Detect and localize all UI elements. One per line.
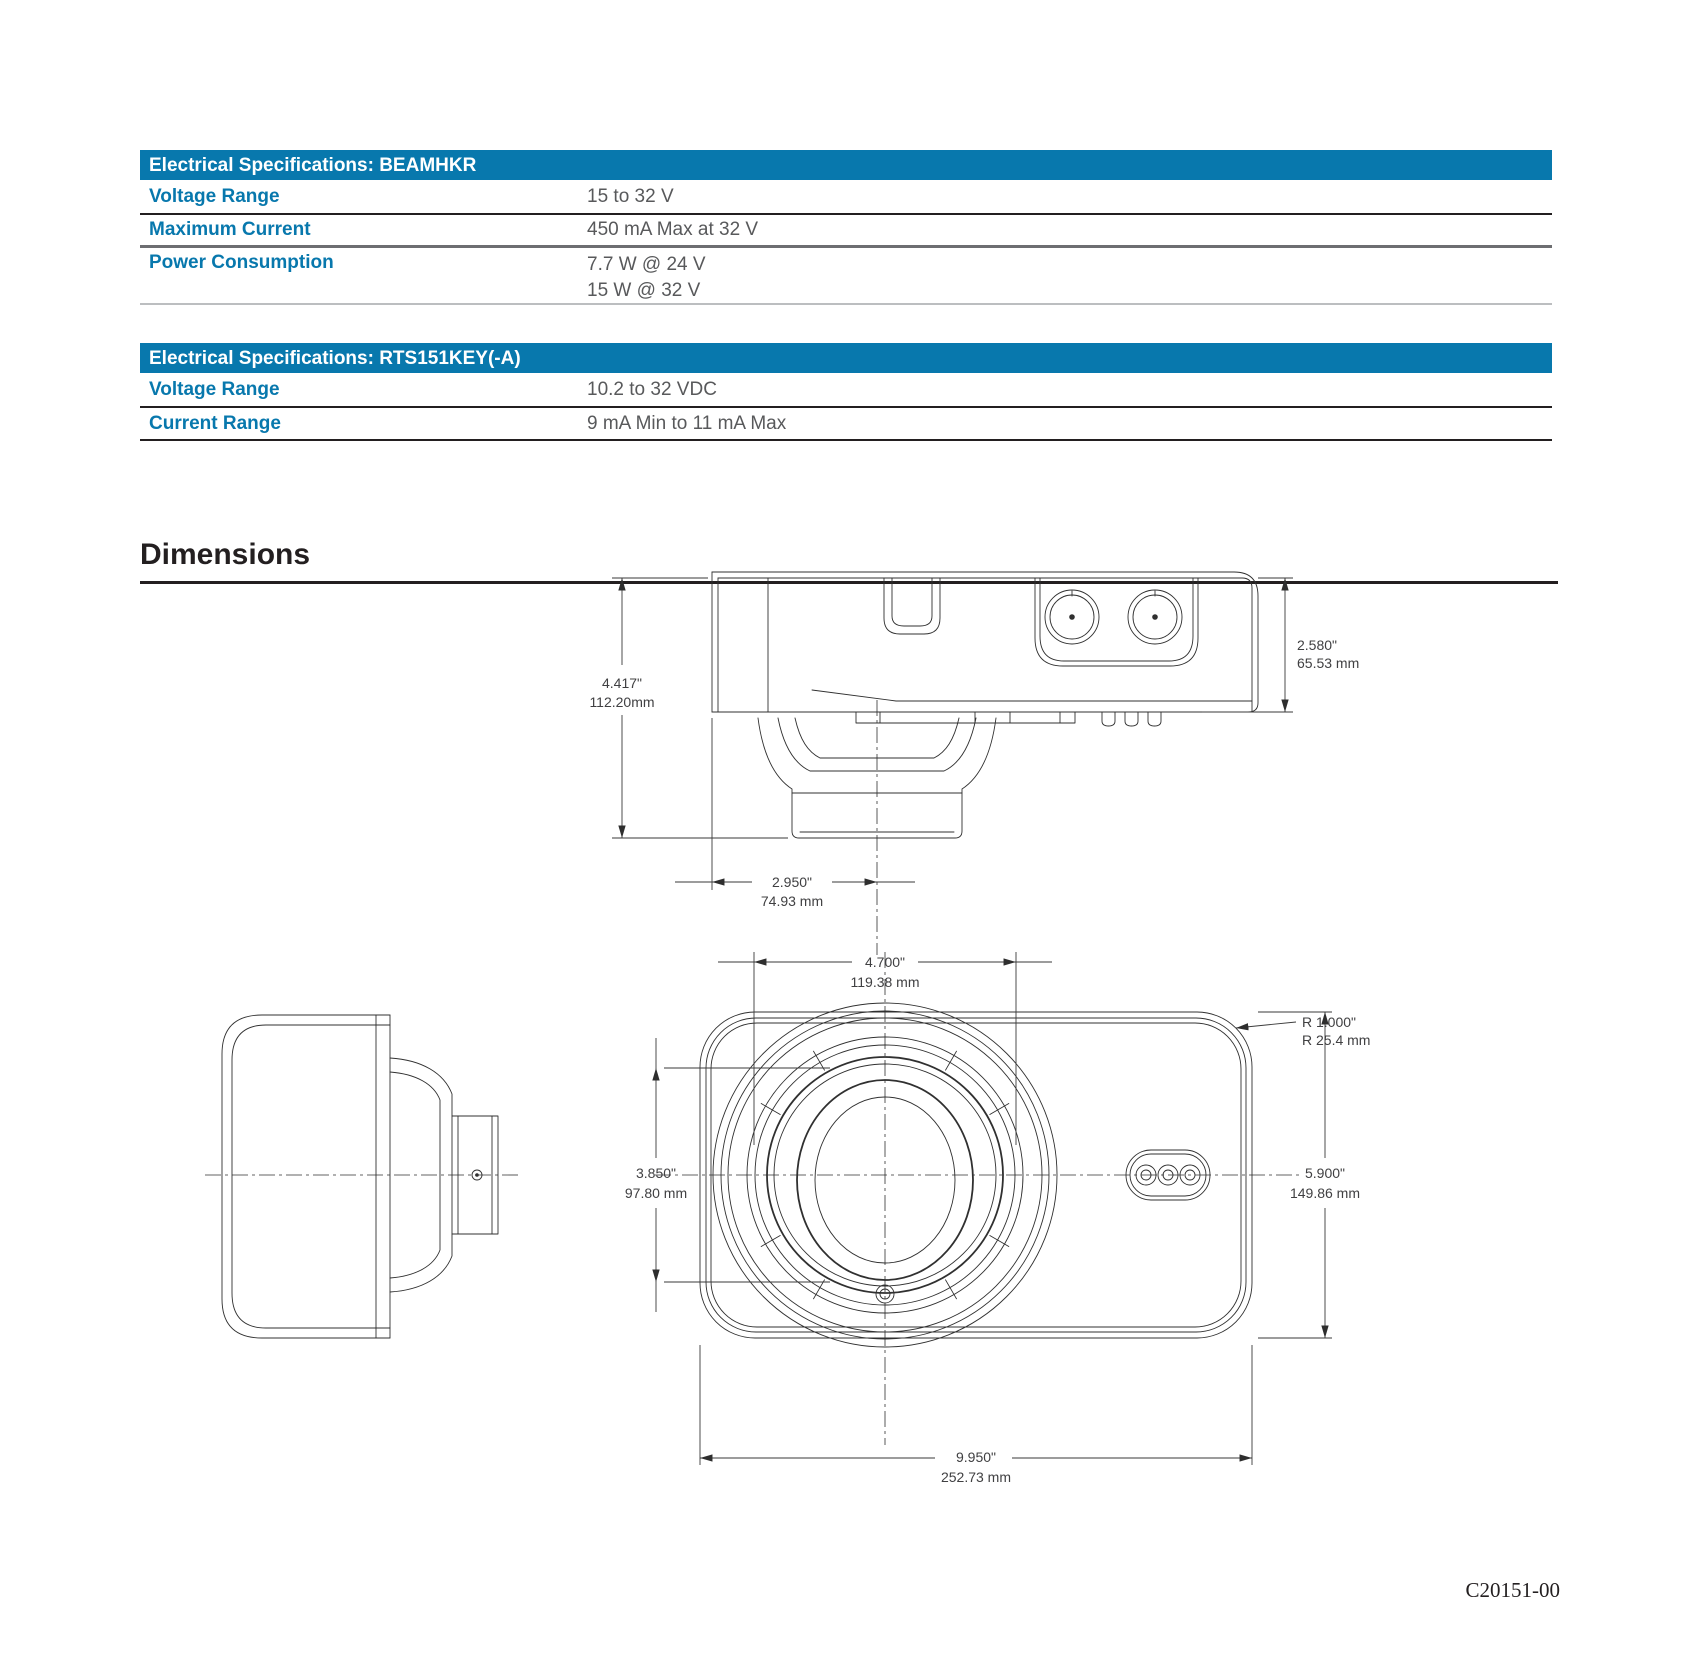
dim-side-height-in: 4.417" [601, 675, 643, 691]
section-title: Dimensions [140, 538, 1558, 584]
electrical-specs-table-rts151key [140, 343, 1552, 441]
spec-label: Power Consumption [149, 252, 334, 273]
spec-value: 15 W @ 32 V [587, 280, 701, 301]
spec-label: Maximum Current [149, 219, 311, 240]
table-row [140, 248, 1552, 305]
dim-front-height-in: 5.900" [1304, 1165, 1346, 1181]
spec-label: Voltage Range [149, 378, 280, 400]
document-code: C20151-00 [1465, 1578, 1560, 1602]
dim-front-offset-in: 3.850" [635, 1165, 677, 1181]
table-header: Electrical Specifications: RTS151KEY(-A) [140, 343, 1552, 373]
dimensions-drawing [140, 560, 1560, 1610]
dim-side-body-mm: 65.53 mm [1297, 655, 1360, 671]
dim-front-height-mm: 149.86 mm [1289, 1185, 1361, 1201]
spec-label: Current Range [149, 412, 281, 434]
electrical-specs-table-beamhkr [140, 150, 1552, 305]
dim-front-radius-mm: R 25.4 mm [1302, 1032, 1371, 1048]
spec-value: 10.2 to 32 VDC [587, 378, 717, 400]
dim-side-body-in: 2.580" [1297, 637, 1338, 653]
dim-side-height-mm: 112.20mm [589, 694, 655, 710]
dim-front-lens-mm: 119.38 mm [850, 974, 920, 990]
dim-side-lens-mm: 74.93 mm [760, 893, 824, 909]
spec-value: 15 to 32 V [587, 185, 674, 207]
table-row [140, 215, 1552, 248]
table-row [140, 180, 1552, 215]
dim-front-offset-mm: 97.80 mm [624, 1185, 688, 1201]
dim-front-width-in: 9.950" [955, 1449, 997, 1465]
dim-front-radius-in: R 1.000" [1302, 1014, 1357, 1030]
table-row [140, 408, 1552, 441]
dim-front-width-mm: 252.73 mm [940, 1469, 1012, 1485]
dim-front-lens-in: 4.700" [864, 954, 906, 970]
profile-view-drawing [205, 1015, 522, 1338]
spec-label: Voltage Range [149, 185, 280, 207]
spec-value: 7.7 W @ 24 V [587, 254, 706, 275]
front-view-drawing [625, 952, 1371, 1485]
side-view-drawing [589, 572, 1359, 955]
dim-side-lens-in: 2.950" [771, 874, 813, 890]
table-row [140, 373, 1552, 408]
spec-value: 450 mA Max at 32 V [587, 219, 759, 240]
table-header: Electrical Specifications: BEAMHKR [140, 150, 1552, 180]
spec-value: 9 mA Min to 11 mA Max [587, 412, 787, 434]
spec-value-group [587, 252, 706, 304]
